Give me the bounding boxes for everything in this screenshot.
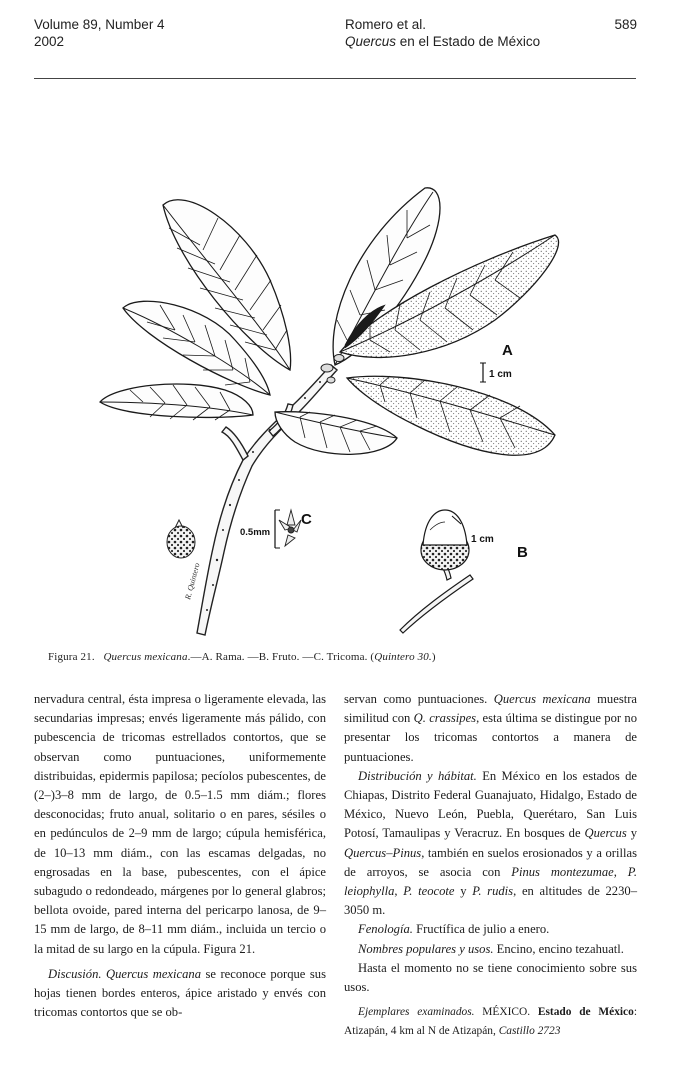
leaf-lower-left [100, 384, 253, 420]
scale-label-b: 1 cm [471, 534, 494, 545]
page-number: 589 [614, 17, 637, 32]
trichome-drawing [279, 510, 301, 546]
figure-label-a: A [502, 342, 513, 359]
specimens-state: Estado de México [537, 1006, 634, 1019]
common-names-heading: Nombres populares y usos. [358, 941, 494, 956]
figure-label-c: C [301, 511, 312, 528]
discussion-heading: Discusión. [48, 966, 102, 981]
caption-prefix: Figura 21. [48, 651, 95, 663]
distribution-and: y [454, 884, 473, 899]
journal-volume: Volume 89, Number 4 [34, 17, 165, 32]
distribution-text: En México en los estados de Chiapas, Distrito Federal Guanajuato, Hidalgo, Estado de México, Nuevo León, Puebla, Querétaro, San Luis Potosí, Tamaulipas y Veracruz. En bosques de [344, 768, 637, 841]
caption-species: Quercus mexicana [103, 651, 188, 663]
caption-collector: Quintero 30. [374, 651, 432, 663]
distribution-sep-1: , [613, 864, 628, 879]
common-names-text: Encino, encino tezahuatl. [493, 941, 624, 956]
comparison-paragraph [344, 690, 637, 767]
text-column-left [34, 690, 326, 1022]
stem-gall [167, 520, 195, 558]
discussion-species: Quercus mexicana [106, 966, 201, 981]
comparison-text-c: , esta última se distingue por no presentar los tricomas contortos a manera de puntuaciones. [344, 711, 637, 764]
caption-close: ) [431, 651, 436, 663]
discussion-text: se reconoce porque sus hojas tienen bordes enteros, ápice aristado y envés con tricomas contortos que se ob- [34, 966, 326, 1020]
figure-caption [48, 651, 436, 663]
caption-parts: .—A. Rama. —B. Fruto. —C. Tricoma. ( [187, 651, 375, 663]
header-authors: Romero et al. [345, 17, 427, 32]
distribution-end: , en altitudes de 2230–3050 m. [344, 884, 637, 918]
text-column-right [344, 690, 637, 1042]
running-header-center [345, 16, 540, 50]
specimens-collector: Castillo 2723 [498, 1025, 561, 1038]
comparison-text-b: muestra similitud con [344, 692, 637, 726]
common-names-paragraph [344, 940, 637, 959]
distribution-pinus-3: P. teocote [403, 884, 455, 899]
header-title [345, 33, 540, 50]
distribution-heading: Distribución y hábitat. [358, 768, 477, 783]
header-title-rest: en el Estado de México [396, 34, 541, 49]
comparison-text-a: servan como puntuaciones. [344, 692, 494, 706]
specimens-heading: Ejemplares examinados. [358, 1006, 475, 1019]
fruit-acorn [400, 510, 473, 633]
specimens-text: : Atizapán, 4 km al N de Atizapán, [344, 1006, 637, 1038]
leaf-lower-right [275, 412, 397, 455]
distribution-genus-quercus: Quercus [584, 826, 627, 841]
specimens-country: MÉXICO. [474, 1006, 538, 1019]
comparison-species-2: Q. crassipes [413, 711, 477, 726]
journal-year: 2002 [34, 34, 65, 49]
discussion-paragraph [34, 965, 326, 1023]
description-paragraph: nervadura central, ésta impresa o ligeramente elevada, las secundarias impresas; envés ligeramente más pálido, con pubescencia de tricomas estrellados contortos, que se observan como puntuaciones, uniformemente distribuidas, epidermis papilosa; pecíolos pubescentes, de (2–)3–8 mm de largo, de 0.5–1.5 mm diám.; flores desconocidas; fruto anual, solitario o en pares, sésiles o en pedúnculos de 2–9 mm de largo; cúpula hemisférica, de 10–13 mm diám., con las escamas delgadas, no engrosadas en la base, pubescentes, con el ápice subagudo o redondeado, márgenes por lo general glabros; bellota ovoide, pared interna del pericarpo lanosa, de 9–15 mm de largo, de 8–11 mm diám., incluida un tercio o la mitad de su largo en la cúpula. Figura 21. [34, 692, 326, 956]
distribution-pinus-2: P. leiophylla [344, 864, 638, 899]
running-header-left [34, 16, 165, 50]
scale-label-a: 1 cm [489, 369, 512, 380]
phenology-paragraph [344, 920, 637, 939]
header-title-genus: Quercus [345, 34, 397, 49]
scale-label-c: 0.5mm [240, 527, 271, 538]
distribution-pinus-4: P. rudis [472, 884, 514, 899]
figure-label-b: B [517, 544, 528, 561]
botanical-illustration [95, 180, 635, 650]
comparison-species: Quercus mexicana [493, 692, 591, 706]
illustrator-signature: R. Quintero [183, 561, 202, 601]
distribution-sep-2: , [394, 884, 404, 899]
uses-paragraph: Hasta el momento no se tiene conocimiento sobre sus usos. [344, 960, 637, 995]
specimens-paragraph [344, 1003, 637, 1041]
distribution-quercus-pinus: Quercus–Pinus [344, 845, 422, 860]
distribution-text-2: , también en suelos erosionados y a orillas de arroyos, se asocia con [344, 845, 637, 879]
phenology-heading: Fenología. [358, 922, 413, 937]
header-rule [34, 78, 636, 79]
phenology-text: Fructífica de julio a enero. [412, 922, 550, 937]
distribution-conj: y [626, 826, 637, 841]
distribution-pinus-1: Pinus montezumae [511, 864, 614, 879]
distribution-paragraph [344, 767, 637, 921]
